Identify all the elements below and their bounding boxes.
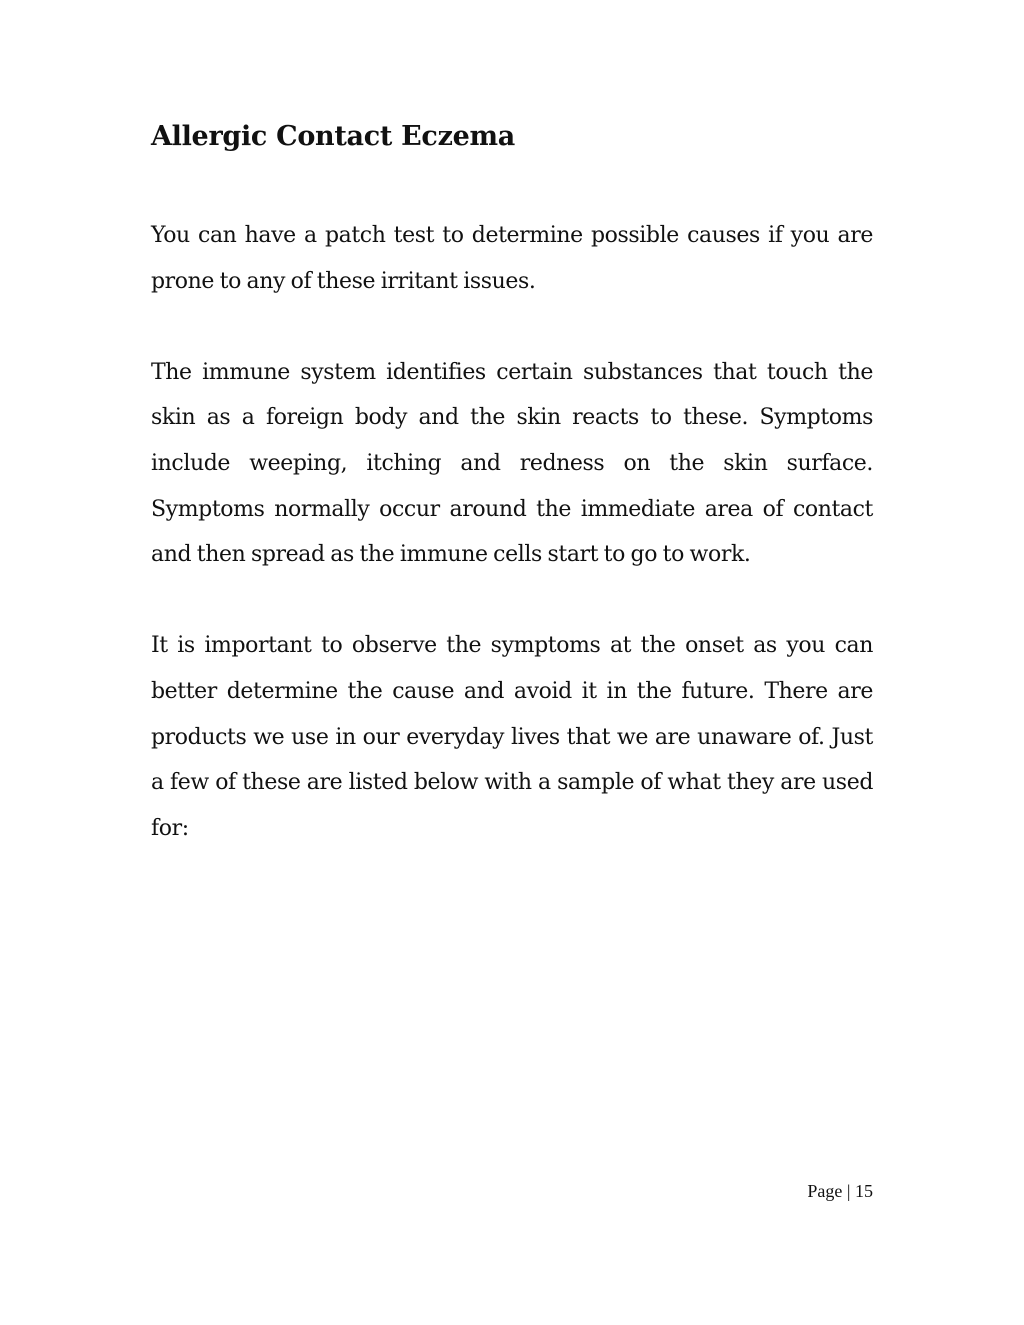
paragraph-immune-system: The immune system identifies certain substances that touch the skin as a foreign body and the skin reacts to these. Symptoms include weeping, itching and redness on the skin surface. Symptoms normally occur around the immediate area of contact and then spread as the immune cells start to go to work.: [151, 359, 873, 568]
page-content: [151, 116, 873, 897]
page-number: Page | 15: [807, 1181, 873, 1201]
paragraph-patch-test: You can have a patch test to determine possible causes if you are prone to any of these irritant issues.: [151, 223, 873, 294]
section-heading: Allergic Contact Eczema: [151, 121, 515, 152]
paragraph-observe-symptoms: It is important to observe the symptoms at the onset as you can better determine the cause and avoid it in the future. There are products we use in our everyday lives that we are unaware of. Just a few of these are listed below with a sample of what they are used for:: [151, 633, 873, 841]
